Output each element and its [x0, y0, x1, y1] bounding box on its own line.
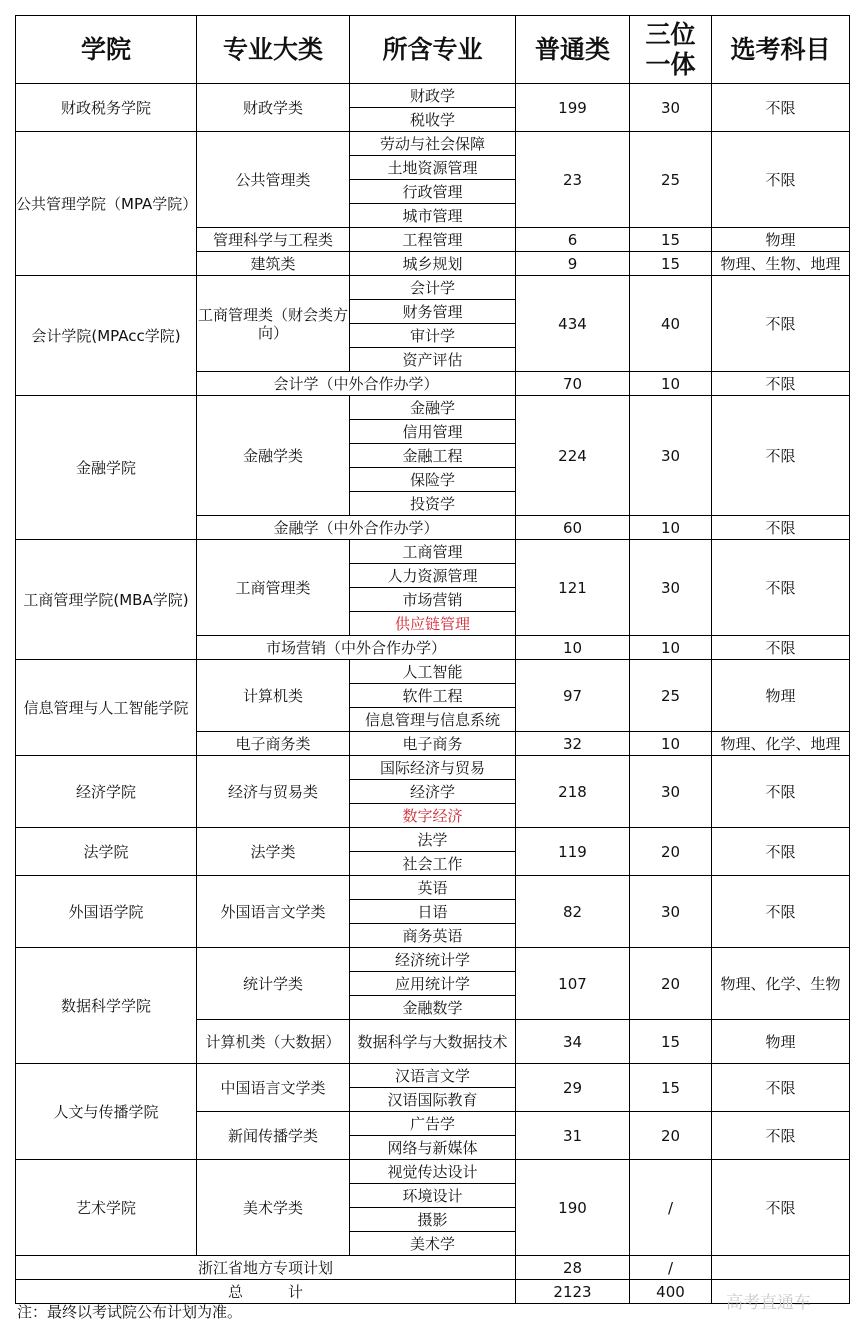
general-quota: 119 [516, 828, 630, 876]
special-plan-trinity: / [630, 1256, 712, 1280]
category-name: 金融学类 [197, 396, 350, 516]
major-name: 金融数学 [350, 996, 516, 1020]
trinity-quota: / [630, 1160, 712, 1256]
major-name: 财政学 [350, 84, 516, 108]
category-name: 外国语言文学类 [197, 876, 350, 948]
table-row [16, 756, 850, 780]
general-quota: 224 [516, 396, 630, 516]
major-name: 视觉传达设计 [350, 1160, 516, 1184]
major-name: 环境设计 [350, 1184, 516, 1208]
trinity-quota: 30 [630, 84, 712, 132]
major-name: 城市管理 [350, 204, 516, 228]
footnote: 注：最终以考试院公布计划为准。 [17, 1303, 243, 1321]
special-plan-subjects [712, 1256, 850, 1280]
major-name: 市场营销 [350, 588, 516, 612]
category-name: 管理科学与工程类 [197, 228, 350, 252]
major-name: 财务管理 [350, 300, 516, 324]
special-plan-row [16, 1256, 850, 1280]
total-general: 2123 [516, 1280, 630, 1304]
college-name: 信息管理与人工智能学院 [16, 660, 197, 756]
general-quota: 190 [516, 1160, 630, 1256]
major-name: 资产评估 [350, 348, 516, 372]
major-name: 行政管理 [350, 180, 516, 204]
major-name: 经济学 [350, 780, 516, 804]
major-name: 税收学 [350, 108, 516, 132]
elective-subjects: 物理、生物、地理 [712, 252, 850, 276]
category-name: 中国语言文学类 [197, 1064, 350, 1112]
college-name: 数据科学学院 [16, 948, 197, 1064]
general-quota: 97 [516, 660, 630, 732]
trinity-quota: 25 [630, 660, 712, 732]
general-quota: 34 [516, 1020, 630, 1064]
elective-subjects: 不限 [712, 876, 850, 948]
merged-program: 金融学（中外合作办学） [197, 516, 516, 540]
major-name: 数据科学与大数据技术 [350, 1020, 516, 1064]
major-name: 社会工作 [350, 852, 516, 876]
elective-subjects: 不限 [712, 132, 850, 228]
general-quota: 9 [516, 252, 630, 276]
header-general: 普通类 [516, 16, 630, 84]
elective-subjects: 不限 [712, 276, 850, 372]
table-row [16, 1160, 850, 1184]
elective-subjects: 不限 [712, 372, 850, 396]
category-name: 新闻传播学类 [197, 1112, 350, 1160]
trinity-quota: 10 [630, 636, 712, 660]
category-name: 建筑类 [197, 252, 350, 276]
category-name: 美术学类 [197, 1160, 350, 1256]
major-name: 法学 [350, 828, 516, 852]
trinity-quota: 30 [630, 756, 712, 828]
elective-subjects: 不限 [712, 396, 850, 516]
general-quota: 121 [516, 540, 630, 636]
category-name: 计算机类 [197, 660, 350, 732]
major-name: 人力资源管理 [350, 564, 516, 588]
trinity-quota: 40 [630, 276, 712, 372]
elective-subjects: 不限 [712, 540, 850, 636]
trinity-quota: 15 [630, 1064, 712, 1112]
table-row [16, 948, 850, 972]
major-name: 城乡规划 [350, 252, 516, 276]
general-quota: 10 [516, 636, 630, 660]
general-quota: 218 [516, 756, 630, 828]
general-quota: 29 [516, 1064, 630, 1112]
category-name: 工商管理类 [197, 540, 350, 636]
category-name: 经济与贸易类 [197, 756, 350, 828]
total-label: 总 计 [16, 1280, 516, 1304]
header-college: 学院 [16, 16, 197, 84]
major-name: 信用管理 [350, 420, 516, 444]
major-name: 汉语言文学 [350, 1064, 516, 1088]
total-row [16, 1280, 850, 1304]
college-name: 公共管理学院（MPA学院） [16, 132, 197, 276]
major-name: 日语 [350, 900, 516, 924]
major-name: 摄影 [350, 1208, 516, 1232]
trinity-quota: 20 [630, 948, 712, 1020]
major-name: 工程管理 [350, 228, 516, 252]
elective-subjects: 不限 [712, 516, 850, 540]
elective-subjects: 不限 [712, 84, 850, 132]
general-quota: 199 [516, 84, 630, 132]
elective-subjects: 不限 [712, 828, 850, 876]
general-quota: 82 [516, 876, 630, 948]
table-row [16, 396, 850, 420]
major-name: 土地资源管理 [350, 156, 516, 180]
college-name: 外国语学院 [16, 876, 197, 948]
major-name: 劳动与社会保障 [350, 132, 516, 156]
elective-subjects: 物理 [712, 1020, 850, 1064]
trinity-quota: 15 [630, 228, 712, 252]
special-plan-general: 28 [516, 1256, 630, 1280]
header-category: 专业大类 [197, 16, 350, 84]
major-name: 金融学 [350, 396, 516, 420]
major-name: 广告学 [350, 1112, 516, 1136]
college-name: 法学院 [16, 828, 197, 876]
category-name: 计算机类（大数据） [197, 1020, 350, 1064]
elective-subjects: 物理、化学、地理 [712, 732, 850, 756]
trinity-quota: 10 [630, 732, 712, 756]
elective-subjects: 不限 [712, 1064, 850, 1112]
category-name: 统计学类 [197, 948, 350, 1020]
elective-subjects: 不限 [712, 1160, 850, 1256]
trinity-quota: 10 [630, 372, 712, 396]
trinity-quota: 30 [630, 396, 712, 516]
header-trinity: 三位一体 [630, 16, 712, 84]
trinity-quota: 30 [630, 876, 712, 948]
merged-program: 市场营销（中外合作办学） [197, 636, 516, 660]
general-quota: 31 [516, 1112, 630, 1160]
trinity-quota: 15 [630, 252, 712, 276]
general-quota: 23 [516, 132, 630, 228]
special-plan-label: 浙江省地方专项计划 [16, 1256, 516, 1280]
table-row [16, 132, 850, 156]
college-name: 艺术学院 [16, 1160, 197, 1256]
table-row [16, 84, 850, 108]
major-name: 经济统计学 [350, 948, 516, 972]
major-name: 会计学 [350, 276, 516, 300]
elective-subjects: 物理 [712, 228, 850, 252]
header-row [16, 16, 850, 84]
trinity-quota: 20 [630, 1112, 712, 1160]
major-name: 国际经济与贸易 [350, 756, 516, 780]
category-name: 财政学类 [197, 84, 350, 132]
general-quota: 60 [516, 516, 630, 540]
major-name: 美术学 [350, 1232, 516, 1256]
trinity-quota: 15 [630, 1020, 712, 1064]
table-row [16, 828, 850, 852]
college-name: 工商管理学院(MBA学院) [16, 540, 197, 660]
general-quota: 107 [516, 948, 630, 1020]
college-name: 财政税务学院 [16, 84, 197, 132]
merged-program: 会计学（中外合作办学） [197, 372, 516, 396]
college-name: 会计学院(MPAcc学院) [16, 276, 197, 396]
major-name: 金融工程 [350, 444, 516, 468]
college-name: 经济学院 [16, 756, 197, 828]
elective-subjects: 不限 [712, 756, 850, 828]
major-name: 投资学 [350, 492, 516, 516]
general-quota: 6 [516, 228, 630, 252]
major-name: 英语 [350, 876, 516, 900]
table-row [16, 660, 850, 684]
general-quota: 70 [516, 372, 630, 396]
elective-subjects: 不限 [712, 636, 850, 660]
total-trinity: 400 [630, 1280, 712, 1304]
trinity-quota: 30 [630, 540, 712, 636]
elective-subjects: 不限 [712, 1112, 850, 1160]
major-name: 汉语国际教育 [350, 1088, 516, 1112]
elective-subjects: 物理、化学、生物 [712, 948, 850, 1020]
major-name: 保险学 [350, 468, 516, 492]
elective-subjects: 物理 [712, 660, 850, 732]
table-row [16, 276, 850, 300]
major-name: 电子商务 [350, 732, 516, 756]
category-name: 法学类 [197, 828, 350, 876]
major-name: 工商管理 [350, 540, 516, 564]
college-name: 金融学院 [16, 396, 197, 540]
enrollment-plan-table [15, 15, 850, 1304]
major-name: 数字经济 [350, 804, 516, 828]
major-name: 信息管理与信息系统 [350, 708, 516, 732]
header-majors: 所含专业 [350, 16, 516, 84]
major-name: 应用统计学 [350, 972, 516, 996]
major-name: 供应链管理 [350, 612, 516, 636]
trinity-quota: 25 [630, 132, 712, 228]
major-name: 网络与新媒体 [350, 1136, 516, 1160]
table-row [16, 876, 850, 900]
college-name: 人文与传播学院 [16, 1064, 197, 1160]
major-name: 审计学 [350, 324, 516, 348]
major-name: 商务英语 [350, 924, 516, 948]
category-name: 公共管理类 [197, 132, 350, 228]
major-name: 软件工程 [350, 684, 516, 708]
table-row [16, 540, 850, 564]
general-quota: 32 [516, 732, 630, 756]
trinity-quota: 10 [630, 516, 712, 540]
category-name: 工商管理类（财会类方向） [197, 276, 350, 372]
general-quota: 434 [516, 276, 630, 372]
table-row [16, 1064, 850, 1088]
category-name: 电子商务类 [197, 732, 350, 756]
trinity-quota: 20 [630, 828, 712, 876]
major-name: 人工智能 [350, 660, 516, 684]
watermark: 高考直通车 [726, 1293, 811, 1313]
header-subjects: 选考科目 [712, 16, 850, 84]
